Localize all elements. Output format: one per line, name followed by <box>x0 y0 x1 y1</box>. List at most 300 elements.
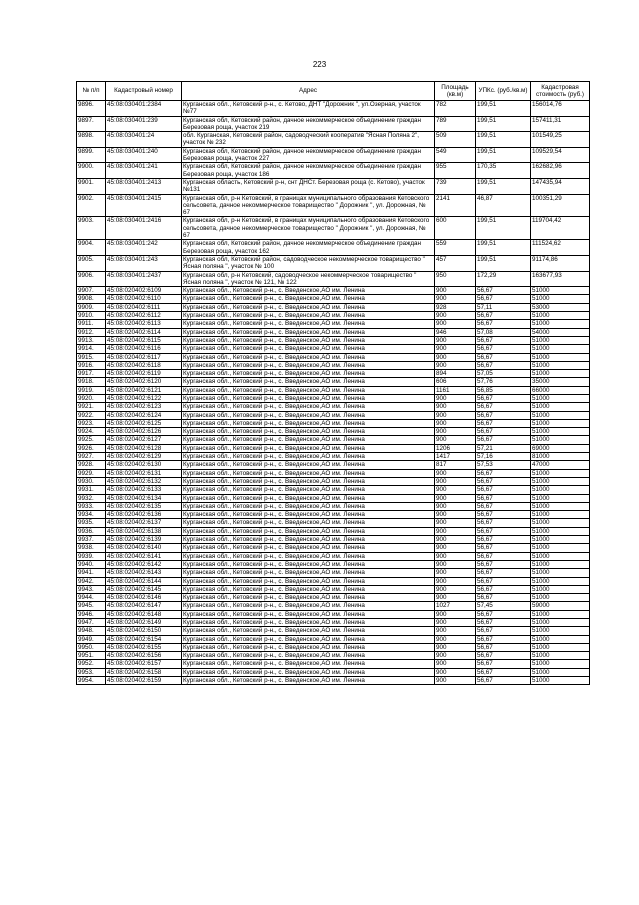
header-address: Адрес <box>182 82 435 101</box>
area: 900 <box>435 295 476 303</box>
cadastral-number: 45:08:030401:2416 <box>106 217 182 240</box>
cadastral-cost: 51000 <box>531 668 590 676</box>
area: 900 <box>435 411 476 419</box>
cadastral-cost: 156014,76 <box>531 101 590 117</box>
area: 1161 <box>435 386 476 394</box>
address: Курганская обл., Кетовский р-н., с. Введенское,АО им. Ленина <box>182 353 435 361</box>
area: 900 <box>435 477 476 485</box>
row-num: 9949. <box>77 635 106 643</box>
row-num: 9953. <box>77 668 106 676</box>
upks: 56,67 <box>476 511 531 519</box>
area: 817 <box>435 461 476 469</box>
address: Курганская обл., Кетовский р-н., с. Введенское,АО им. Ленина <box>182 643 435 651</box>
cadastral-cost: 51000 <box>531 519 590 527</box>
address: Курганская обл., Кетовский р-н., с. Введенское,АО им. Ленина <box>182 619 435 627</box>
cadastral-cost: 51000 <box>531 336 590 344</box>
cadastral-number: 45:08:020402:6159 <box>106 677 182 685</box>
table-row <box>77 527 590 535</box>
row-num: 9920. <box>77 394 106 402</box>
address: Курганская обл., Кетовский р-н., с. Введенское,АО им. Ленина <box>182 477 435 485</box>
table-row <box>77 403 590 411</box>
address: Курганская обл., Кетовский р-н., с. Введенское,АО им. Ленина <box>182 677 435 685</box>
cadastral-number: 45:08:020402:6136 <box>106 511 182 519</box>
area: 900 <box>435 668 476 676</box>
row-num: 9897. <box>77 116 106 132</box>
cadastral-number: 45:08:020402:6134 <box>106 494 182 502</box>
cadastral-cost: 81000 <box>531 453 590 461</box>
row-num: 9930. <box>77 477 106 485</box>
upks: 56,67 <box>476 560 531 568</box>
area: 900 <box>435 403 476 411</box>
area: 900 <box>435 652 476 660</box>
table-header-row <box>77 82 590 101</box>
upks: 56,67 <box>476 403 531 411</box>
cadastral-number: 45:08:020402:6123 <box>106 403 182 411</box>
area: 789 <box>435 116 476 132</box>
row-num: 9950. <box>77 643 106 651</box>
address: Курганская обл., Кетовский р-н., с. Введенское,АО им. Ленина <box>182 569 435 577</box>
table-row <box>77 411 590 419</box>
table-row <box>77 668 590 676</box>
address: Курганская обл., Кетовский р-н., с. Введенское,АО им. Ленина <box>182 320 435 328</box>
header-cadastral-cost: Кадастровая стоимость (руб.) <box>531 82 590 101</box>
address: Курганская обл., Кетовский р-н., с. Введенское,АО им. Ленина <box>182 594 435 602</box>
area: 928 <box>435 303 476 311</box>
address: Курганская обл., Кетовский р-н., с. Введенское,АО им. Ленина <box>182 287 435 295</box>
upks: 56,67 <box>476 536 531 544</box>
table-row <box>77 444 590 452</box>
area: 900 <box>435 677 476 685</box>
cadastral-cost: 51000 <box>531 643 590 651</box>
area: 739 <box>435 178 476 194</box>
header-area: Площадь (кв.м) <box>435 82 476 101</box>
row-num: 9900. <box>77 163 106 179</box>
address: Курганская обл, р-н Кетовский, в границах муниципального образования Кетовского сельсовета, дачное некоммерческое товарищество " Дорожник ", ул. Дорожная, № 67 <box>182 194 435 217</box>
table-row <box>77 511 590 519</box>
header-upks: УПКс. (руб./кв.м) <box>476 82 531 101</box>
address: обл. Курганская, Кетовский район, садоводческий кооператив "Ясная Поляна 2", участок № 232 <box>182 132 435 148</box>
row-num: 9917. <box>77 370 106 378</box>
table-row <box>77 577 590 585</box>
cadastral-number: 45:08:030401:2384 <box>106 101 182 117</box>
cadastral-number: 45:08:030401:242 <box>106 240 182 256</box>
row-num: 9937. <box>77 536 106 544</box>
cadastral-cost: 51000 <box>531 652 590 660</box>
row-num: 9919. <box>77 386 106 394</box>
upks: 56,67 <box>476 336 531 344</box>
address: Курганская обл., Кетовский р-н., с. Введенское,АО им. Ленина <box>182 660 435 668</box>
upks: 56,67 <box>476 552 531 560</box>
upks: 199,51 <box>476 255 531 271</box>
cadastral-cost: 109529,54 <box>531 147 590 163</box>
cadastral-cost: 53000 <box>531 303 590 311</box>
address: Курганская обл., Кетовский р-н., с. Введенское,АО им. Ленина <box>182 436 435 444</box>
address: Курганская обл., Кетовский р-н., с. Введенское,АО им. Ленина <box>182 345 435 353</box>
cadastral-cost: 51000 <box>531 585 590 593</box>
cadastral-cost: 51000 <box>531 627 590 635</box>
cadastral-cost: 51000 <box>531 635 590 643</box>
upks: 57,76 <box>476 378 531 386</box>
cadastral-number: 45:08:020402:6142 <box>106 560 182 568</box>
cadastral-cost: 101549,25 <box>531 132 590 148</box>
cadastral-cost: 51000 <box>531 477 590 485</box>
upks: 56,67 <box>476 585 531 593</box>
cadastral-cost: 51000 <box>531 411 590 419</box>
row-num: 9902. <box>77 194 106 217</box>
table-body <box>77 101 590 685</box>
cadastral-number: 45:08:020402:6141 <box>106 552 182 560</box>
address: Курганская обл., Кетовский р-н., с. Введенское,АО им. Ленина <box>182 519 435 527</box>
cadastral-number: 45:08:020402:6116 <box>106 345 182 353</box>
table-row <box>77 132 590 148</box>
table-row <box>77 370 590 378</box>
area: 900 <box>435 502 476 510</box>
area: 900 <box>435 345 476 353</box>
table-row <box>77 602 590 610</box>
row-num: 9936. <box>77 527 106 535</box>
cadastral-number: 45:08:020402:6117 <box>106 353 182 361</box>
cadastral-number: 45:08:020402:6148 <box>106 610 182 618</box>
cadastral-cost: 47000 <box>531 461 590 469</box>
row-num: 9905. <box>77 255 106 271</box>
area: 900 <box>435 312 476 320</box>
address: Курганская обл., Кетовский р-н., с. Введенское,АО им. Ленина <box>182 394 435 402</box>
row-num: 9898. <box>77 132 106 148</box>
area: 950 <box>435 271 476 287</box>
area: 900 <box>435 436 476 444</box>
cadastral-cost: 51000 <box>531 544 590 552</box>
address: Курганская обл., Кетовский р-н., с. Введенское,АО им. Ленина <box>182 453 435 461</box>
cadastral-cost: 51000 <box>531 320 590 328</box>
address: Курганская обл, р-н Кетовский, садоводческое некоммерческое товарищество " Ясная поляна ", участок № 121, № 122 <box>182 271 435 287</box>
cadastral-cost: 51000 <box>531 560 590 568</box>
row-num: 9939. <box>77 552 106 560</box>
table-row <box>77 469 590 477</box>
cadastral-cost: 162682,96 <box>531 163 590 179</box>
upks: 56,67 <box>476 486 531 494</box>
row-num: 9948. <box>77 627 106 635</box>
area: 900 <box>435 627 476 635</box>
cadastral-cost: 51000 <box>531 394 590 402</box>
table-row <box>77 552 590 560</box>
cadastral-number: 45:08:020402:6135 <box>106 502 182 510</box>
cadastral-number: 45:08:020402:6138 <box>106 527 182 535</box>
upks: 56,67 <box>476 287 531 295</box>
row-num: 9899. <box>77 147 106 163</box>
cadastral-cost: 111524,62 <box>531 240 590 256</box>
address: Курганская обл., Кетовский р-н., с. Введенское,АО им. Ленина <box>182 444 435 452</box>
table-row <box>77 353 590 361</box>
table-row <box>77 255 590 271</box>
row-num: 9922. <box>77 411 106 419</box>
upks: 57,16 <box>476 453 531 461</box>
area: 946 <box>435 328 476 336</box>
cadastral-number: 45:08:020402:6154 <box>106 635 182 643</box>
table-row <box>77 345 590 353</box>
row-num: 9932. <box>77 494 106 502</box>
table-row <box>77 163 590 179</box>
cadastral-cost: 54000 <box>531 328 590 336</box>
area: 2141 <box>435 194 476 217</box>
cadastral-number: 45:08:020402:6121 <box>106 386 182 394</box>
cadastral-number: 45:08:020402:6140 <box>106 544 182 552</box>
row-num: 9916. <box>77 361 106 369</box>
table-row <box>77 486 590 494</box>
area: 900 <box>435 552 476 560</box>
row-num: 9945. <box>77 602 106 610</box>
address: Курганская обл., Кетовский р-н., с. Введенское,АО им. Ленина <box>182 602 435 610</box>
cadastral-number: 45:08:020402:6132 <box>106 477 182 485</box>
cadastral-cost: 51000 <box>531 419 590 427</box>
upks: 172,29 <box>476 271 531 287</box>
area: 457 <box>435 255 476 271</box>
upks: 56,67 <box>476 394 531 402</box>
area: 900 <box>435 643 476 651</box>
cadastral-cost: 51000 <box>531 677 590 685</box>
area: 600 <box>435 217 476 240</box>
cadastral-cost: 51000 <box>531 610 590 618</box>
table-row <box>77 677 590 685</box>
row-num: 9907. <box>77 287 106 295</box>
upks: 57,21 <box>476 444 531 452</box>
cadastral-cost: 59000 <box>531 602 590 610</box>
area: 900 <box>435 619 476 627</box>
area: 1027 <box>435 602 476 610</box>
area: 900 <box>435 419 476 427</box>
upks: 56,67 <box>476 436 531 444</box>
area: 900 <box>435 320 476 328</box>
table-row <box>77 101 590 117</box>
table-row <box>77 287 590 295</box>
cadastral-cost: 51000 <box>531 353 590 361</box>
area: 559 <box>435 240 476 256</box>
cadastral-cost: 51000 <box>531 469 590 477</box>
table-row <box>77 178 590 194</box>
area: 900 <box>435 494 476 502</box>
upks: 56,67 <box>476 494 531 502</box>
upks: 56,67 <box>476 361 531 369</box>
area: 900 <box>435 610 476 618</box>
table-row <box>77 627 590 635</box>
cadastral-cost: 51000 <box>531 428 590 436</box>
area: 606 <box>435 378 476 386</box>
upks: 170,35 <box>476 163 531 179</box>
table-row <box>77 312 590 320</box>
row-num: 9943. <box>77 585 106 593</box>
row-num: 9931. <box>77 486 106 494</box>
table-row <box>77 240 590 256</box>
cadastral-cost: 51000 <box>531 403 590 411</box>
cadastral-number: 45:08:020402:6131 <box>106 469 182 477</box>
row-num: 9918. <box>77 378 106 386</box>
cadastral-number: 45:08:020402:6109 <box>106 287 182 295</box>
cadastral-cost: 51000 <box>531 502 590 510</box>
upks: 56,67 <box>476 519 531 527</box>
area: 900 <box>435 536 476 544</box>
row-num: 9938. <box>77 544 106 552</box>
area: 900 <box>435 336 476 344</box>
cadastral-cost: 51000 <box>531 295 590 303</box>
area: 900 <box>435 635 476 643</box>
address: Курганская обл., Кетовский р-н., с. Введенское,АО им. Ленина <box>182 361 435 369</box>
upks: 57,53 <box>476 461 531 469</box>
address: Курганская обл., Кетовский р-н., с. Введенское,АО им. Ленина <box>182 378 435 386</box>
table-row <box>77 328 590 336</box>
address: Курганская обл., Кетовский р-н., с. Введенское,АО им. Ленина <box>182 328 435 336</box>
table-row <box>77 519 590 527</box>
cadastral-number: 45:08:020402:6115 <box>106 336 182 344</box>
row-num: 9912. <box>77 328 106 336</box>
address: Курганская обл., Кетовский р-н., с. Введенское,АО им. Ленина <box>182 610 435 618</box>
cadastral-number: 45:08:020402:6130 <box>106 461 182 469</box>
row-num: 9915. <box>77 353 106 361</box>
upks: 57,45 <box>476 602 531 610</box>
row-num: 9947. <box>77 619 106 627</box>
table-row <box>77 453 590 461</box>
cadastral-cost: 157411,31 <box>531 116 590 132</box>
table-row <box>77 569 590 577</box>
address: Курганская обл., Кетовский р-н., с. Кетово, ДНТ "Дорожник ", ул.Озерная, участок №77 <box>182 101 435 117</box>
table-row <box>77 428 590 436</box>
area: 900 <box>435 527 476 535</box>
table-row <box>77 643 590 651</box>
cadastral-number: 45:08:030401:24 <box>106 132 182 148</box>
table-row <box>77 147 590 163</box>
address: Курганская обл, Кетовский район, дачное некоммерческое объединение граждан Березовая роща, участок 162 <box>182 240 435 256</box>
upks: 199,51 <box>476 101 531 117</box>
cadastral-number: 45:08:020402:6145 <box>106 585 182 593</box>
cadastral-cost: 51000 <box>531 345 590 353</box>
cadastral-cost: 51000 <box>531 536 590 544</box>
table-row <box>77 610 590 618</box>
area: 900 <box>435 544 476 552</box>
table-row <box>77 419 590 427</box>
upks: 56,67 <box>476 643 531 651</box>
cadastral-cost: 51000 <box>531 527 590 535</box>
cadastral-number: 45:08:020402:6114 <box>106 328 182 336</box>
cadastral-number: 45:08:020402:6111 <box>106 303 182 311</box>
table-row <box>77 560 590 568</box>
cadastral-number: 45:08:020402:6118 <box>106 361 182 369</box>
cadastral-cost: 51000 <box>531 569 590 577</box>
area: 900 <box>435 569 476 577</box>
row-num: 9903. <box>77 217 106 240</box>
table-row <box>77 295 590 303</box>
address: Курганская обл., Кетовский р-н., с. Введенское,АО им. Ленина <box>182 295 435 303</box>
area: 955 <box>435 163 476 179</box>
row-num: 9952. <box>77 660 106 668</box>
row-num: 9928. <box>77 461 106 469</box>
table-row <box>77 116 590 132</box>
cadastral-cost: 51000 <box>531 370 590 378</box>
upks: 199,51 <box>476 132 531 148</box>
address: Курганская обл., Кетовский р-н., с. Введенское,АО им. Ленина <box>182 635 435 643</box>
row-num: 9914. <box>77 345 106 353</box>
table-row <box>77 378 590 386</box>
upks: 199,51 <box>476 147 531 163</box>
address: Курганская обл., Кетовский р-н., с. Введенское,АО им. Ленина <box>182 511 435 519</box>
row-num: 9954. <box>77 677 106 685</box>
address: Курганская область, Кетовский р-н, снт ДНСт. Березовая роща (с. Кетово), участок №131 <box>182 178 435 194</box>
area: 900 <box>435 660 476 668</box>
row-num: 9929. <box>77 469 106 477</box>
address: Курганская обл, Кетовский район, садоводческое некоммерческое товарищество " Ясная поляна ", участок № 100 <box>182 255 435 271</box>
cadastral-number: 45:08:020402:6127 <box>106 436 182 444</box>
address: Курганская обл., Кетовский р-н., с. Введенское,АО им. Ленина <box>182 585 435 593</box>
row-num: 9913. <box>77 336 106 344</box>
upks: 57,08 <box>476 328 531 336</box>
cadastral-number: 45:08:030401:2437 <box>106 271 182 287</box>
cadastral-cost: 51000 <box>531 312 590 320</box>
table-row <box>77 386 590 394</box>
row-num: 9944. <box>77 594 106 602</box>
upks: 56,67 <box>476 569 531 577</box>
area: 1206 <box>435 444 476 452</box>
row-num: 9942. <box>77 577 106 585</box>
upks: 57,11 <box>476 303 531 311</box>
upks: 56,67 <box>476 527 531 535</box>
row-num: 9933. <box>77 502 106 510</box>
cadastral-number: 45:08:020402:6149 <box>106 619 182 627</box>
row-num: 9923. <box>77 419 106 427</box>
upks: 56,67 <box>476 619 531 627</box>
address: Курганская обл, Кетовский район, дачное некоммерческое объединение граждан Березовая роща, участок 227 <box>182 147 435 163</box>
cadastral-number: 45:08:030401:2413 <box>106 178 182 194</box>
table-row <box>77 461 590 469</box>
cadastral-number: 45:08:020402:6158 <box>106 668 182 676</box>
area: 900 <box>435 353 476 361</box>
address: Курганская обл., Кетовский р-н., с. Введенское,АО им. Ленина <box>182 652 435 660</box>
table-row <box>77 436 590 444</box>
row-num: 9909. <box>77 303 106 311</box>
area: 900 <box>435 428 476 436</box>
row-num: 9927. <box>77 453 106 461</box>
table-row <box>77 194 590 217</box>
address: Курганская обл., Кетовский р-н., с. Введенское,АО им. Ленина <box>182 336 435 344</box>
upks: 56,67 <box>476 668 531 676</box>
upks: 56,67 <box>476 320 531 328</box>
cadastral-number: 45:08:020402:6133 <box>106 486 182 494</box>
cadastral-cost: 91174,86 <box>531 255 590 271</box>
address: Курганская обл., Кетовский р-н., с. Введенское,АО им. Ленина <box>182 552 435 560</box>
cadastral-cost: 51000 <box>531 577 590 585</box>
cadastral-cost: 51000 <box>531 436 590 444</box>
address: Курганская обл., Кетовский р-н., с. Введенское,АО им. Ленина <box>182 386 435 394</box>
table-row <box>77 585 590 593</box>
cadastral-register-table <box>76 81 590 685</box>
table-row <box>77 336 590 344</box>
row-num: 9921. <box>77 403 106 411</box>
row-num: 9951. <box>77 652 106 660</box>
cadastral-number: 45:08:030401:2415 <box>106 194 182 217</box>
cadastral-number: 45:08:020402:6124 <box>106 411 182 419</box>
cadastral-number: 45:08:020402:6122 <box>106 394 182 402</box>
address: Курганская обл, Кетовский район, дачное некоммерческое объединение граждан Березовая роща, участок 219 <box>182 116 435 132</box>
row-num: 9904. <box>77 240 106 256</box>
area: 782 <box>435 101 476 117</box>
address: Курганская обл., Кетовский р-н., с. Введенское,АО им. Ленина <box>182 312 435 320</box>
row-num: 9911. <box>77 320 106 328</box>
row-num: 9910. <box>77 312 106 320</box>
upks: 56,67 <box>476 677 531 685</box>
cadastral-cost: 51000 <box>531 552 590 560</box>
cadastral-number: 45:08:020402:6125 <box>106 419 182 427</box>
cadastral-number: 45:08:020402:6119 <box>106 370 182 378</box>
cadastral-number: 45:08:020402:6147 <box>106 602 182 610</box>
area: 900 <box>435 511 476 519</box>
table-row <box>77 303 590 311</box>
cadastral-cost: 51000 <box>531 660 590 668</box>
